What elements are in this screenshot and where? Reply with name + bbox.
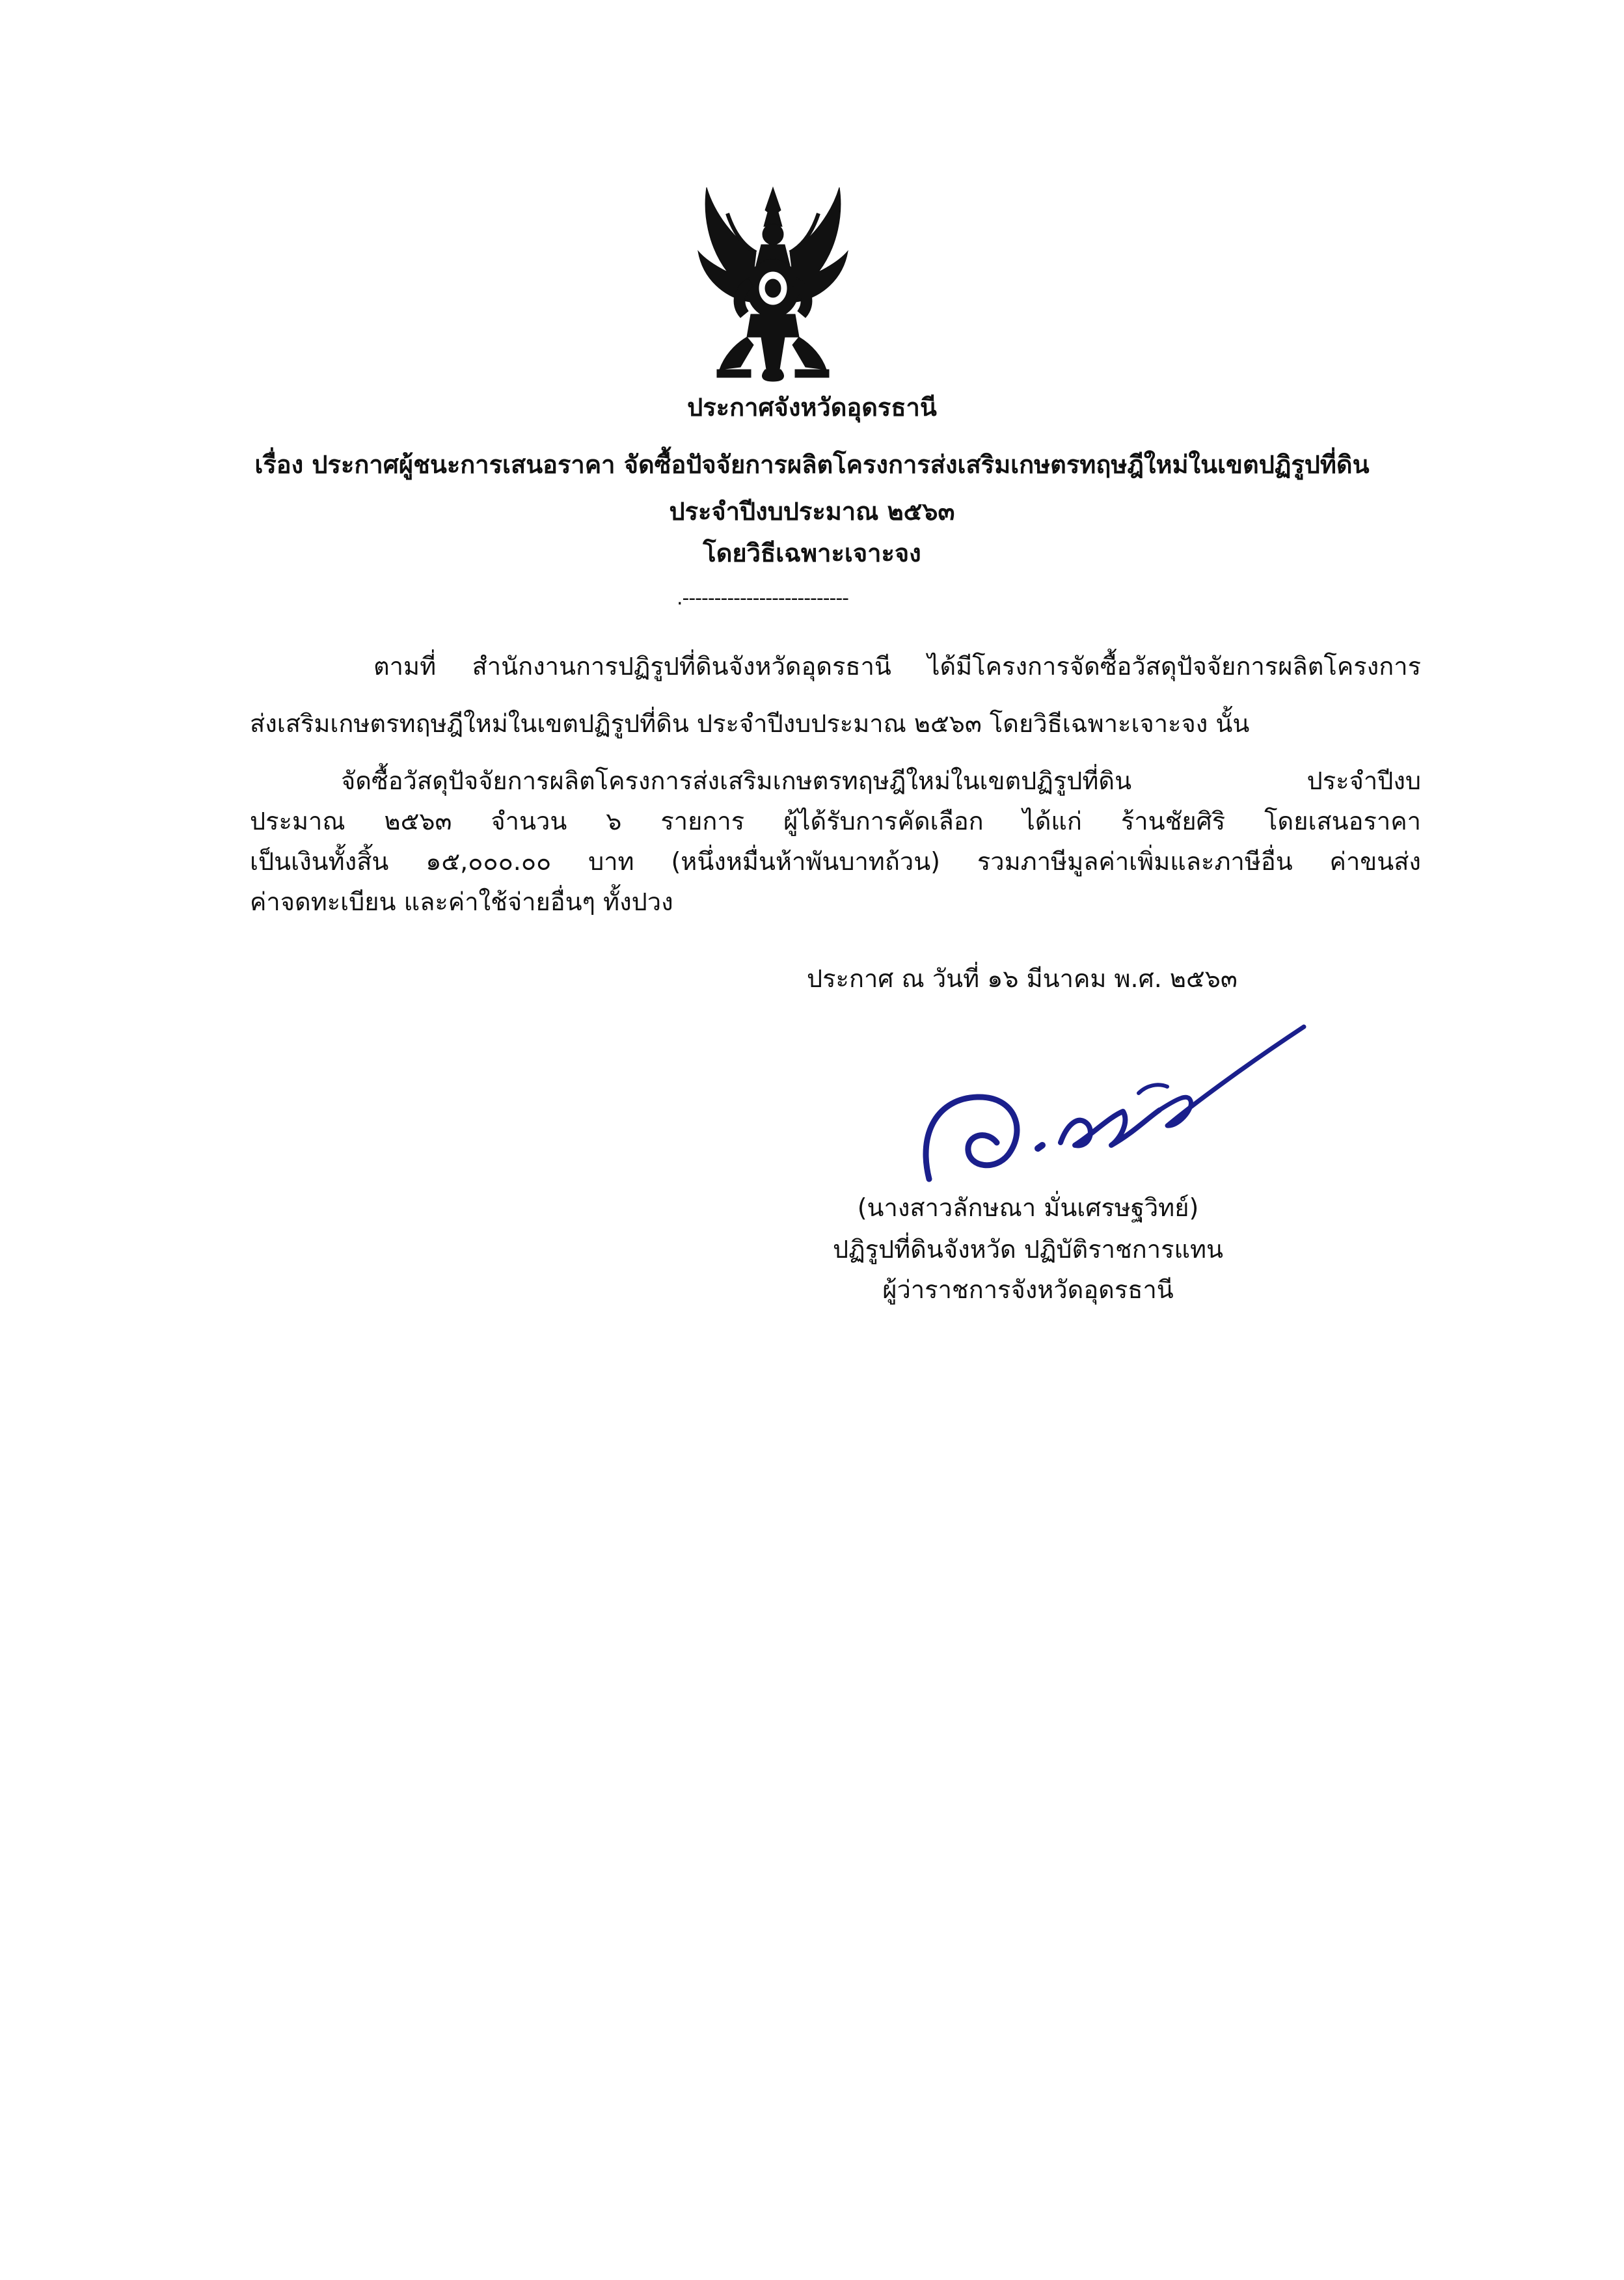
- signatory-position: ปฏิรูปที่ดินจังหวัด ปฏิบัติราชการแทน: [832, 1235, 1224, 1264]
- paragraph-2-line-4: ค่าจดทะเบียน และค่าใช้จ่ายอื่นๆ ทั้งปวง: [250, 888, 673, 916]
- signatory-name: (นางสาวลักษณา มั่นเศรษฐวิทย์): [857, 1193, 1199, 1222]
- paragraph-1-line-2: ส่งเสริมเกษตรทฤษฎีใหม่ในเขตปฏิรูปที่ดิน ประจำปีงบประมาณ ๒๕๖๓ โดยวิธีเฉพาะเจาะจง นั้น: [250, 709, 1250, 738]
- paragraph-2-line-3: เป็นเงินทั้งสิ้น ๑๕,๐๐๐.๐๐ บาท (หนึ่งหมื่นห้าพันบาทถ้วน) รวมภาษีมูลค่าเพิ่มและภาษีอื่น ค่าขนส่ง: [250, 847, 1421, 876]
- paragraph-1-line-1: ตามที่ สำนักงานการปฏิรูปที่ดินจังหวัดอุดรธานี ได้มีโครงการจัดซื้อวัสดุปัจจัยการผลิตโครงการ: [373, 652, 1421, 681]
- announcement-date: ประกาศ ณ วันที่ ๑๖ มีนาคม พ.ศ. ๒๕๖๓: [807, 964, 1238, 993]
- separator-line: .--------------------------: [677, 587, 848, 610]
- procurement-method: โดยวิธีเฉพาะเจาะจง: [703, 539, 921, 567]
- announcement-subject: เรื่อง ประกาศผู้ชนะการเสนอราคา จัดซื้อปัจจัยการผลิตโครงการส่งเสริมเกษตรทฤษฎีใหม่ในเขตปฏิรูปที่ดิน: [254, 450, 1370, 479]
- fiscal-year: ประจำปีงบประมาณ ๒๕๖๓: [669, 497, 955, 526]
- announcement-title: ประกาศจังหวัดอุดรธานี: [687, 393, 937, 422]
- garuda-emblem-icon: [688, 174, 858, 383]
- paragraph-2-line-2: ประมาณ ๒๕๖๓ จำนวน ๖ รายการ ผู้ได้รับการคัดเลือก ได้แก่ ร้านชัยศิริ โดยเสนอราคา: [250, 807, 1421, 835]
- paragraph-2-line-1: จัดซื้อวัสดุปัจจัยการผลิตโครงการส่งเสริมเกษตรทฤษฎีใหม่ในเขตปฏิรูปที่ดิน ประจำปีงบ: [341, 767, 1421, 795]
- signatory-title: ผู้ว่าราชการจังหวัดอุดรธานี: [882, 1275, 1174, 1304]
